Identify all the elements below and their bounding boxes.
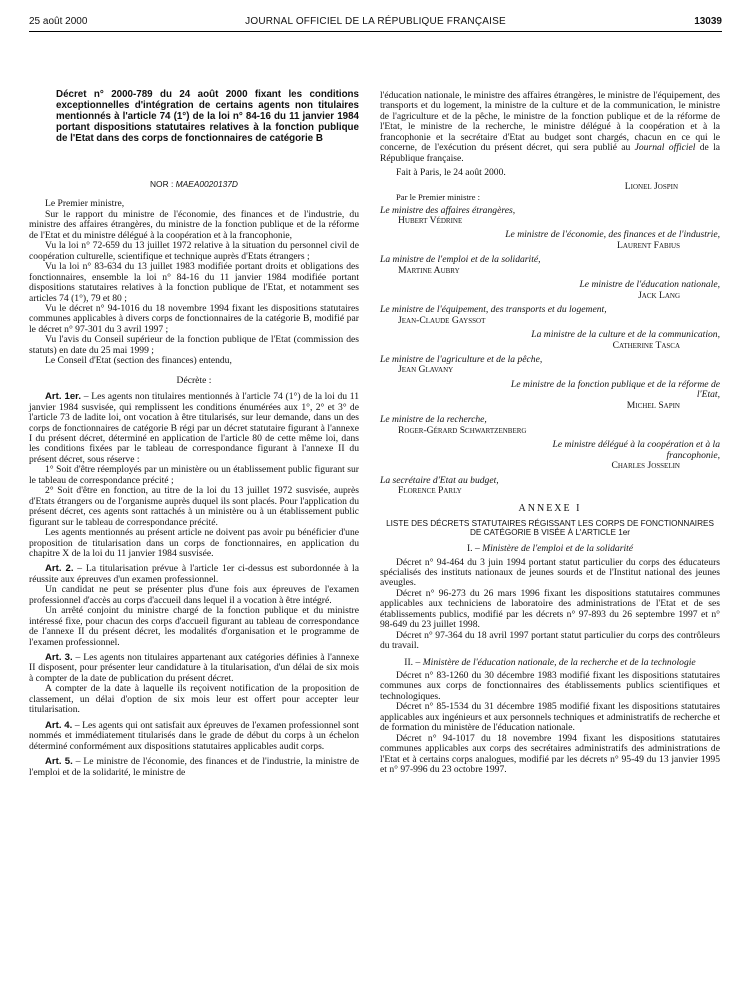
decree-title: Décret n° 2000-789 du 24 août 2000 fixant les conditions exceptionnelles d'intégration de certains agents non titulaires mentionnés à l'article 74 (1°) de la loi n° 84-16 du 11 janvier 1984 portant dispositions statutaires relatives à la fonction publique de l'Etat dans des corps de fonctionnaires de catégorie B — [56, 89, 359, 145]
visa-paragraph: Sur le rapport du ministre de l'économie, des finances et de l'industrie, du ministre des affaires étrangères, du ministre de la fonction publique et de la réforme de l'Etat et du ministre délégué à la coopération et à la francophonie, — [29, 208, 359, 241]
intro: Le Premier ministre, — [45, 198, 125, 210]
header-rule — [29, 31, 722, 32]
annexe-section-heading: II. – Ministère de l'éducation nationale, de la recherche et de la technologie — [404, 656, 696, 668]
signature-block — [380, 476, 720, 497]
article-1-items — [29, 465, 359, 559]
signature-name: Hubert Védrine — [398, 214, 463, 226]
visa-paragraph: Vu la loi n° 72-659 du 13 juillet 1972 relative à la situation du personnel civil de coopération culturelle, scientifique et technique auprès d'Etats étrangers ; — [29, 240, 359, 262]
article-3-label: Art. 3. — [45, 652, 73, 664]
article-5: Art. 5. – Le ministre de l'économie, des finances et de l'industrie, la ministre de l'emploi et de la solidarité, le ministre de — [29, 756, 359, 778]
signature-role: La ministre de la culture et de la communication, — [531, 329, 720, 341]
pm-signature: Lionel Jospin — [624, 180, 678, 192]
signature-block — [380, 415, 720, 436]
signature-block — [380, 280, 720, 301]
annexe-decree-item: Décret n° 94-1017 du 18 novembre 1994 fixant les dispositions statutaires communes applicables aux corps des secrétaires administratifs des administrations de l'Etat et à certains corps analogues, modifié par les décrets n° 95-49 du 13 janvier 1995 et n° 97-996 du 23 octobre 1997. — [380, 732, 720, 776]
annexe-decree-item: Décret n° 97-364 du 18 avril 1997 portant statut particulier du corps des contrôleurs du travail. — [380, 629, 720, 652]
page-number: 13039 — [694, 16, 722, 27]
signature-name: Jean Glavany — [398, 364, 454, 376]
article-4: Art. 4. – Les agents qui ont satisfait aux épreuves de l'examen professionnel sont nommés et immédiatement titularisés dans le grade de début du corps à un échelon déterminé conformément aux dispositions statutaires applicables audit corps. — [29, 719, 359, 752]
nor-reference: NOR : MAEA0020137D — [150, 179, 238, 189]
signature-role: Le ministre de la fonction publique et de la réforme de l'Etat, — [510, 378, 720, 401]
signature-name: Laurent Fabius — [617, 239, 680, 251]
annexe-title: ANNEXE I — [518, 503, 582, 515]
annexe-subtitle: LISTE DES DÉCRETS STATUTAIRES RÉGISSANT LES CORPS DE FONCTIONNAIRES DE CATÉGORIE B VISÉE À L'ARTICLE 1er — [386, 518, 714, 538]
signature-block — [380, 330, 720, 351]
page-header — [29, 14, 722, 30]
signature-name: Roger-Gérard Schwartzenberg — [398, 424, 527, 436]
signature-role: Le ministre de l'éducation nationale, — [579, 279, 720, 291]
article-4-label: Art. 4. — [45, 719, 73, 731]
signature-block — [380, 305, 720, 326]
article-3: Art. 3. – Les agents non titulaires appartenant aux catégories définies à l'annexe II disposent, pour présenter leur candidature à la titularisation, d'un délai de six mois à compter de la date de publication du présent décret. — [29, 652, 359, 684]
signature-block — [380, 230, 720, 251]
visa-paragraph: Vu la loi n° 83-634 du 13 juillet 1983 modifiée portant droits et obligations des fonctionnaires, ensemble la loi n° 84-16 du 11 janvier 1984 modifiée portant dispositions statutaires relatives à la fonction publique de l'Etat, et notamment ses articles 74 (1°), 79 et 80 ; — [29, 261, 359, 304]
article-1-item: Les agents mentionnés au présent article ne doivent pas avoir pu bénéficier d'une proposition de titularisation dans un corps de fonctionnaires, en application du chapitre X de la loi du 11 janvier 1984 susvisée. — [29, 527, 359, 559]
article-1: Art. 1er. – Les agents non titulaires mentionnés à l'article 74 (1°) de la loi du 11 janvier 1984 susvisée, qui remplissent les conditions énumérées aux 1°, 2° et 3° de l'article 73 de ladite loi, ont vocation à être titularisés, sur leur demande, dans un des corps de fonctionnaires de catégorie B régi par un décret statutaire figurant à l'annexe I du présent décret, déterminé en application de l'article 80 de cette même loi, dans les conditions fixées par le tableau de correspondance figurant à l'annexe II du présent décret, sous réserve : — [29, 391, 359, 465]
right-column — [380, 91, 720, 776]
signature-name: Florence Parly — [398, 484, 462, 496]
article-2: Art. 2. – La titularisation prévue à l'article 1er ci-dessus est subordonnée à la réussite aux épreuves d'un examen professionnel. — [29, 563, 359, 585]
signature-block — [380, 255, 720, 276]
signature-name: Jean-Claude Gayssot — [398, 314, 486, 326]
article-2-paragraph: Un candidat ne peut se présenter plus d'une fois aux épreuves de l'examen professionnel d'accès au corps d'accueil dans lequel il a vocation à être intégré. — [29, 584, 359, 606]
signature-role: Le ministre des affaires étrangères, — [380, 204, 516, 216]
fait-a-paris: Fait à Paris, le 24 août 2000. — [396, 167, 506, 179]
annexe-section-heading: I. – Ministère de l'emploi et de la solidarité — [466, 543, 634, 555]
signature-role: La ministre de l'emploi et de la solidarité, — [380, 254, 541, 266]
signatures — [380, 206, 720, 497]
annexe-decree-item: Décret n° 85-1534 du 31 décembre 1985 modifié fixant les dispositions statutaires applicables aux ingénieurs et aux personnels techniques et administratifs de recherche et de formation du ministère de l'éducation nationale. — [380, 701, 720, 734]
journal-title: JOURNAL OFFICIEL DE LA RÉPUBLIQUE FRANÇAISE — [245, 16, 506, 27]
article-2-label: Art. 2. — [45, 563, 74, 575]
signature-role: Le ministre de l'économie, des finances et de l'industrie, — [505, 229, 720, 241]
signature-name: Michel Sapin — [626, 399, 680, 411]
signature-block — [380, 380, 720, 411]
signature-role: La secrétaire d'Etat au budget, — [380, 474, 499, 486]
article-2-paragraph: Un arrêté conjoint du ministre chargé de la fonction publique et du ministre intéressé fixe, pour chacun des corps d'accueil figurant au tableau de correspondance de l'annexe II du présent décret, les modalités d'organisation et le programme de l'examen professionnel. — [29, 605, 359, 648]
article-5-continued: l'éducation nationale, le ministre des affaires étrangères, le ministre de l'équipement, des transports et du logement, la ministre de la culture et de la communication, le ministre de l'agriculture et de la pêche, le ministre de la fonction publique et de la réforme de l'Etat, le ministre de la recherche, le ministre délégué à la coopération et à la francophonie et la secrétaire d'Etat au budget sont chargés, chacun en ce qui le concerne, de l'exécution du présent décret, qui sera publié au Journal officiel de la République française. — [380, 90, 721, 164]
annexe-decree-item: Décret n° 94-464 du 3 juin 1994 portant statut particulier du corps des éducateurs spécialisés des instituts nationaux de jeunes sourds et de l'Institut national des jeunes aveugles. — [380, 556, 720, 589]
signature-role: Le ministre délégué à la coopération et à la francophonie, — [552, 439, 720, 461]
left-column — [29, 174, 359, 778]
annexe-decree-item: Décret n° 83-1260 du 30 décembre 1983 modifié fixant les dispositions statutaires communes aux corps de fonctionnaires des établissements publics scientifiques et technologiques. — [380, 670, 720, 702]
annexe-sections — [380, 544, 720, 776]
signature-block — [380, 440, 720, 471]
visa-paragraph: Le Conseil d'Etat (section des finances) entendu, — [45, 355, 232, 367]
decrete: Décrète : — [176, 374, 212, 386]
visa-paragraph: Vu l'avis du Conseil supérieur de la fonction publique de l'Etat (commission des statuts) en date du 25 mai 1999 ; — [29, 334, 359, 356]
par-le-premier-ministre: Par le Premier ministre : — [396, 192, 481, 203]
article-1-label: Art. 1er. — [45, 391, 82, 403]
article-1-item: 2° Soit d'être en fonction, au titre de la loi du 13 juillet 1972 susvisée, auprès d'Etats étrangers ou de l'organisme auprès duquel ils sont placés. Pour l'application du présent décret, ces agents sont rattachés à un ministère ou à un établissement public figurant sur le tableau de correspondance précité. — [29, 485, 359, 528]
article-2-more — [29, 585, 359, 648]
visas — [29, 210, 359, 367]
issue-date: 25 août 2000 — [29, 16, 88, 27]
signature-role: Le ministre de l'agriculture et de la pêche, — [380, 353, 543, 365]
signature-block — [380, 355, 720, 376]
signature-name: Catherine Tasca — [612, 339, 680, 351]
signature-name: Charles Josselin — [611, 460, 680, 472]
signature-block — [380, 206, 720, 227]
signature-name: Jack Lang — [638, 289, 680, 301]
signature-name: Martine Aubry — [398, 264, 460, 276]
signature-role: Le ministre de la recherche, — [380, 414, 487, 426]
annexe-decree-item: Décret n° 96-273 du 26 mars 1996 fixant les dispositions statutaires communes applicables aux techniciens de laboratoire des administrations de l'Etat et de ses établissements publics, modifié par les décrets n° 97-893 du 26 septembre 1997 et n° 98-649 du 23 juillet 1998. — [380, 587, 720, 631]
article-5-label: Art. 5. — [45, 756, 73, 768]
visa-paragraph: Vu le décret n° 94-1016 du 18 novembre 1994 fixant les dispositions statutaires communes applicables à divers corps de fonctionnaires de la catégorie B, modifié par le décret n° 97-301 du 3 avril 1997 ; — [29, 302, 359, 335]
signature-role: Le ministre de l'équipement, des transports et du logement, — [380, 304, 607, 316]
article-3-more: A compter de la date à laquelle ils reçoivent notification de la proposition de classement, un délai d'option de six mois leur est offert pour accepter leur titularisation. — [29, 683, 359, 716]
article-1-item: 1° Soit d'être réemployés par un ministère ou un établissement public figurant sur le tableau de correspondance précité ; — [29, 464, 359, 486]
